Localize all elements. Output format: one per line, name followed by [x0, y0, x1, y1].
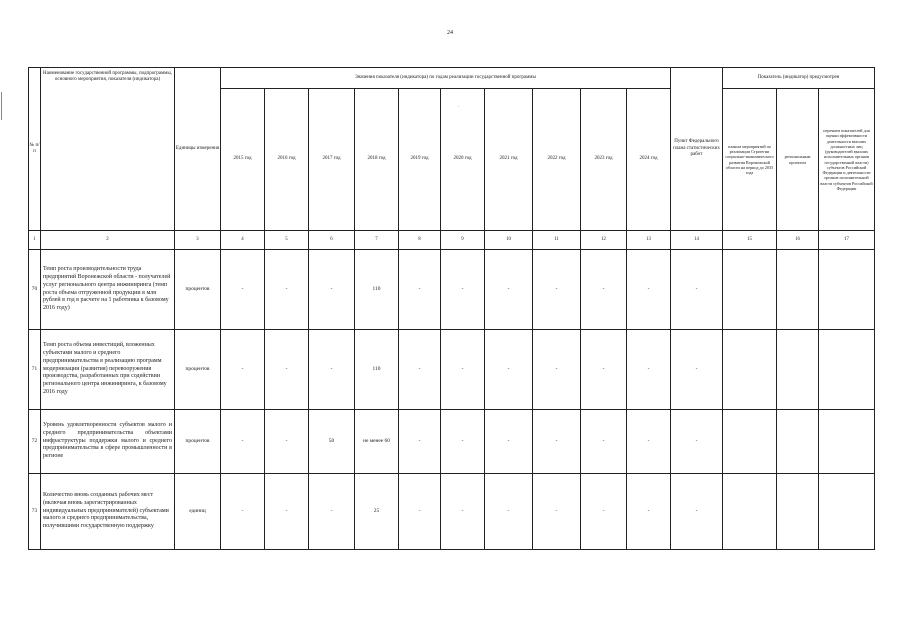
- margin-mark: [1, 92, 2, 120]
- value-cell: -: [309, 474, 355, 550]
- value-cell: -: [265, 474, 309, 550]
- value-cell: 50: [309, 410, 355, 474]
- value-cell: -: [485, 474, 533, 550]
- value-cell: -: [441, 250, 485, 330]
- regional-cell: [777, 250, 819, 330]
- value-cell: -: [627, 330, 671, 410]
- value-cell: -: [627, 474, 671, 550]
- value-cell: -: [265, 250, 309, 330]
- performance-cell: [819, 410, 875, 474]
- header-year: 2015 год: [221, 89, 265, 231]
- header-year: 2018 год: [355, 89, 399, 231]
- header-year: 2016 год: [265, 89, 309, 231]
- column-number: 16: [777, 231, 819, 250]
- value-cell: -: [441, 474, 485, 550]
- value-cell: -: [441, 330, 485, 410]
- header-regional-projects: региональным проектом: [777, 89, 819, 231]
- table-row: [29, 250, 875, 330]
- regional-cell: [777, 410, 819, 474]
- value-cell: -: [581, 474, 627, 550]
- value-cell: -: [265, 410, 309, 474]
- indicator-name: Количество вновь созданных рабочих мест (включая вновь зарегистрированных индивидуальных предпринимателей) субъектами малого и среднего предпринимательства, получившими государственную поддержку: [41, 474, 175, 550]
- value-cell: -: [627, 410, 671, 474]
- performance-cell: [819, 330, 875, 410]
- value-cell: -: [265, 330, 309, 410]
- header-name: Наименование государственной программы, подпрограммы, основного мероприятия, показателя (индикатора): [41, 68, 175, 231]
- indicator-table: [28, 67, 875, 550]
- value-cell: -: [581, 330, 627, 410]
- value-cell: 110: [355, 250, 399, 330]
- value-cell: -: [399, 474, 441, 550]
- value-cell: -: [485, 410, 533, 474]
- header-year: 2019 год: [399, 89, 441, 231]
- header-year: 2024 год: [627, 89, 671, 231]
- column-number: 15: [723, 231, 777, 250]
- column-numbers-row: [29, 231, 875, 250]
- fed-plan-cell: -: [671, 250, 723, 330]
- header-year: 2023 год: [581, 89, 627, 231]
- column-number: 6: [309, 231, 355, 250]
- table-row: [29, 330, 875, 410]
- header-unit: Единицы измерения: [175, 68, 221, 231]
- row-number: 72: [29, 410, 41, 474]
- value-cell: -: [399, 410, 441, 474]
- value-cell: -: [309, 330, 355, 410]
- value-cell: -: [627, 250, 671, 330]
- unit-cell: процентов: [175, 410, 221, 474]
- column-number: 8: [399, 231, 441, 250]
- row-number: 70: [29, 250, 41, 330]
- header-fed-plan: Пункт Федерального плана статистических работ: [671, 68, 723, 231]
- value-cell: -: [221, 330, 265, 410]
- column-number: 13: [627, 231, 671, 250]
- header-year: 2021 год: [485, 89, 533, 231]
- header-year: 2017 год: [309, 89, 355, 231]
- row-number: 71: [29, 330, 41, 410]
- value-cell: -: [533, 474, 581, 550]
- header-provided-group: Показатель (индикатор) предусмотрен: [723, 68, 875, 89]
- regional-cell: [777, 474, 819, 550]
- column-number: 12: [581, 231, 627, 250]
- column-number: 17: [819, 231, 875, 250]
- column-number: 4: [221, 231, 265, 250]
- column-number: 7: [355, 231, 399, 250]
- fed-plan-cell: -: [671, 330, 723, 410]
- row-number: 73: [29, 474, 41, 550]
- header-year: 2022 год: [533, 89, 581, 231]
- value-cell: -: [221, 250, 265, 330]
- unit-cell: процентов: [175, 250, 221, 330]
- header-performance: перечнем показателей для оценки эффективности деятельности высших должностных лиц (руководителей высших исполнительных органов государственной власти) субъектов Российской Федерации и деятельности органов исполнительной власти субъектов Российской Федерации: [819, 89, 875, 231]
- strategy-cell: [723, 410, 777, 474]
- header-strategy: планом мероприятий по реализации Стратегии социально-экономического развития Воронежской области на период до 2035 года: [723, 89, 777, 231]
- value-cell: -: [309, 250, 355, 330]
- strategy-cell: [723, 250, 777, 330]
- regional-cell: [777, 330, 819, 410]
- header-values-group: Значения показателя (индикатора) по годам реализации государственной программы: [221, 68, 671, 89]
- strategy-cell: [723, 474, 777, 550]
- header-num: № п/п: [29, 68, 41, 231]
- value-cell: -: [221, 474, 265, 550]
- value-cell: -: [441, 410, 485, 474]
- table-row: [29, 410, 875, 474]
- value-cell: -: [533, 410, 581, 474]
- value-cell: -: [533, 250, 581, 330]
- header-row-top: [29, 68, 875, 89]
- value-cell: -: [399, 330, 441, 410]
- column-number: 9: [441, 231, 485, 250]
- fed-plan-cell: -: [671, 410, 723, 474]
- column-number: 1: [29, 231, 41, 250]
- column-number: 3: [175, 231, 221, 250]
- table-row: [29, 474, 875, 550]
- indicator-name: Темп роста производительности труда предприятий Воронежской области - получателей услуг регионального центра инжиниринга (темп роста объема отгруженной продукции в млн рублей в год в расчете на 1 работника к базовому 2016 году): [41, 250, 175, 330]
- value-cell: -: [485, 250, 533, 330]
- value-cell: -: [485, 330, 533, 410]
- column-number: 10: [485, 231, 533, 250]
- value-cell: -: [581, 250, 627, 330]
- scan-speck: .: [458, 104, 460, 109]
- performance-cell: [819, 250, 875, 330]
- column-number: 14: [671, 231, 723, 250]
- value-cell: 25: [355, 474, 399, 550]
- value-cell: -: [581, 410, 627, 474]
- column-number: 5: [265, 231, 309, 250]
- unit-cell: процентов: [175, 330, 221, 410]
- indicator-name: Темп роста объема инвестиций, вложенных субъектами малого и среднего предпринимательства в реализацию программ модернизации (развития) перевооружения производства, разработанных при содействии регионального центра инжиниринга, к базовому 2016 году: [41, 330, 175, 410]
- value-cell: не менее 60: [355, 410, 399, 474]
- column-number: 2: [41, 231, 175, 250]
- header-year: 2020 год: [441, 89, 485, 231]
- unit-cell: единиц: [175, 474, 221, 550]
- page-number: 24: [447, 30, 453, 36]
- indicator-name: Уровень удовлетворенности субъектов малого и среднего предпринимательства объектами инфраструктуры поддержки малого и среднего предпринимательства в сфере промышленности в регионе: [41, 410, 175, 474]
- column-number: 11: [533, 231, 581, 250]
- value-cell: -: [221, 410, 265, 474]
- performance-cell: [819, 474, 875, 550]
- value-cell: -: [533, 330, 581, 410]
- value-cell: -: [399, 250, 441, 330]
- fed-plan-cell: -: [671, 474, 723, 550]
- strategy-cell: [723, 330, 777, 410]
- value-cell: 110: [355, 330, 399, 410]
